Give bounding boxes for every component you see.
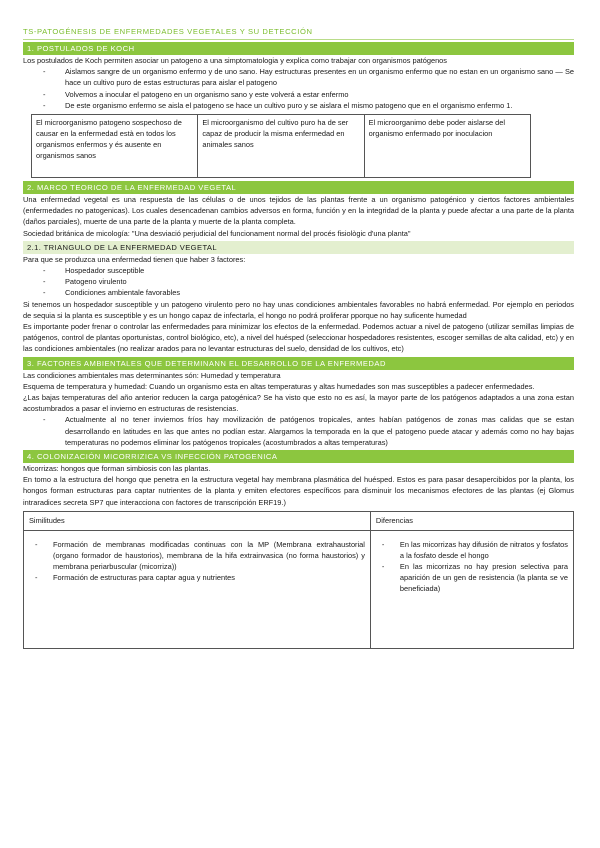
similitudes-cell <box>24 530 371 648</box>
list-item: - Formación de membranas modificadas continuas con la MP (Membrana extrahaustorial (organo formador de haustorios), membrana de la hifa extrainvasica (no forma haustorios) y membrana periarbuscular (micorriza)) <box>53 539 365 572</box>
factores-list <box>23 414 574 448</box>
koch-steps-list <box>23 66 574 111</box>
document-page <box>23 26 574 649</box>
table-cell: El microorganismo del cultivo puro ha de ser capaz de producir la misma enfermedad en animales sanos <box>198 115 364 178</box>
document-title: TS-PATOGÉNESIS DE ENFERMEDADES VEGETALES Y SU DETECCIÓN <box>23 26 574 40</box>
koch-postulates-table <box>31 114 531 178</box>
comparison-table <box>23 511 574 649</box>
section-heading-colonizacion: 4. COLONIZACIÓN MICORRIZICA VS INFECCIÓN PATOGENICA <box>23 450 574 463</box>
list-item: - De este organismo enfermo se aisla el patogeno se hace un cultivo puro y se aislara el mismo patogeno que en el organismo enfermo 1. <box>65 100 574 111</box>
triangulo-paragraph-1: Si tenemos un hospedador susceptible y un patogeno virulento pero no hay unas condiciones ambientales favorables no habrá enfermedad. Por ejemplo en periodos de sequia si la planta es susceptible y es un hongo capaz de infectarla, el hongo no podrá proliferar pporque no hay suficente humedad <box>23 299 574 320</box>
column-header-similitudes: Similitudes <box>24 511 371 530</box>
subsection-heading-triangulo: 2.1. TRIANGULO DE LA ENFERMEDAD VEGETAL <box>23 241 574 254</box>
marco-teorico-paragraph: Una enfermedad vegetal es una respuesta de las células o de unos tejidos de las plantas frente a un organismo patogénico y ciertos factores ambientales (enfermedades no patogenicas). Los cuales desencadenan cambios adversos en forma, función y en la integridad de la planta y puede afectar a una parte de la planta (daños parciales), muerte de una parte de la planta y muerte de la planta completa. <box>23 195 574 227</box>
list-item: - Patogeno virulento <box>65 276 574 287</box>
list-item: - Formación de estructuras para captar agua y nutrientes <box>53 572 365 583</box>
list-item: - En las micorrizas hay difusión de nitratos y fosfatos a la fosfato desde el hongo <box>400 539 568 561</box>
diferencias-list <box>376 539 568 594</box>
section-heading-factores-ambientales: 3. FACTORES AMBIENTALES QUE DETERMINANN EL DESARROLLO DE LA ENFERMEDAD <box>23 357 574 370</box>
micology-quote: Sociedad británica de micología: "Una desviació perjudicial del funcionament normal del procés fisiològic d'una planta" <box>23 228 411 238</box>
factors-list <box>23 265 574 299</box>
list-item: - Volvemos a inocular el patogeno en un organismo sano y este volverá a estar enfermo <box>65 89 574 100</box>
koch-intro: Los postulados de Koch permiten asociar un patogeno a una simptomatologia y explica como trabajar con organismos patógenos <box>23 56 447 65</box>
list-item: - En las micorrizas no hay presion selectiva para aparición de un gen de resistencia (la planta se ve beneficiada) <box>400 561 568 594</box>
factores-paragraph-2: ¿Las bajas temperaturas del año anterior reducen la carga patogénica? Se ha visto que esto no es así, la mayor parte de los patógenos adaptados a una zona estan acostumbrados a pasar el invierno en estructuras de resistencias. <box>23 393 574 414</box>
similitudes-list <box>29 539 365 583</box>
factores-paragraph-1: Esquema de temperatura y humedad: Cuando un organismo esta en altas temperaturas y altas humedades son mas susceptibles a padecer enfermedades. <box>23 381 535 391</box>
table-cell: El microorganimo debe poder aislarse del organismo enfermado por inoculacion <box>364 115 530 178</box>
list-item: - Condiciones ambientale favorables <box>65 287 574 298</box>
section-heading-marco-teorico: 2. MARCO TEORICO DE LA ENFERMEDAD VEGETAL <box>23 181 574 194</box>
list-item: - Hospedador susceptible <box>65 265 574 276</box>
list-item: - Actualmente al no tener inviernos fríos hay movilización de patógenos tropicales, antes habían patógenos de zonas mas calidas que se estan desarrollando en latitudes en las que antes no podían estar. Alargamos la temporada en la que el patogeno puede atacar y además como no hay bajas temperaturas no podemos eliminar los patógenos tropicales (acostumbrados a altas temperaturas) <box>65 414 574 448</box>
table-cell: El microorganismo patogeno sospechoso de causar en la enfermedad està en todos los organismos enfermos y és ausente en organismos sanos <box>32 115 198 178</box>
diferencias-cell <box>370 530 573 648</box>
triangulo-intro: Para que se produzca una enfermedad tienen que haber 3 factores: <box>23 254 246 264</box>
list-item: - Aislamos sangre de un organismo enfermo y de uno sano. Hay estructuras presentes en un organismo enfermo que no estan en un organismo sano — Se hace un cultivo puro de estas estructuras para aislar el patogeno <box>65 66 574 88</box>
section-heading-koch: 1. POSTULADOS DE KOCH <box>23 42 574 55</box>
column-header-diferencias: Diferencias <box>370 511 573 530</box>
micorrizas-definition: Micorrizas: hongos que forman simbiosis con las plantas. <box>23 464 211 474</box>
triangulo-paragraph-2: Es importante poder frenar o controlar las enfermedades para minimizar los efectos de la enfermedad. Podemos actuar a nivel de patogeno (utilizar semillas limpias de patógenos, control de plantas oportunistas, control biológico, etc), a nivel del huésped (seleccionar hospedadores resistentes, escoger semillas de alta calidad, etc) y en las condiciones ambientales (no realizar arados para no levantar estructuras del suelo, densidad de los cultivos, etc) <box>23 322 574 354</box>
factores-line: Las condiciones ambientales mas determinantes són: Humedad y temperatura <box>23 370 281 380</box>
colonizacion-paragraph: En tomo a la estructura del hongo que penetra en la estructura vegetal hay membrana plasmática del huésped. Estos es para pasar desapercibidos por la planta, los hongos forman estructuras para captar nutrientes de la planta y emiten efectores específicos para disminuir los mecanismos efectores de las plantas (ej Glomus intraradices secreta SP7 que interacciona con factores de transcripción ERF19.) <box>23 475 574 507</box>
